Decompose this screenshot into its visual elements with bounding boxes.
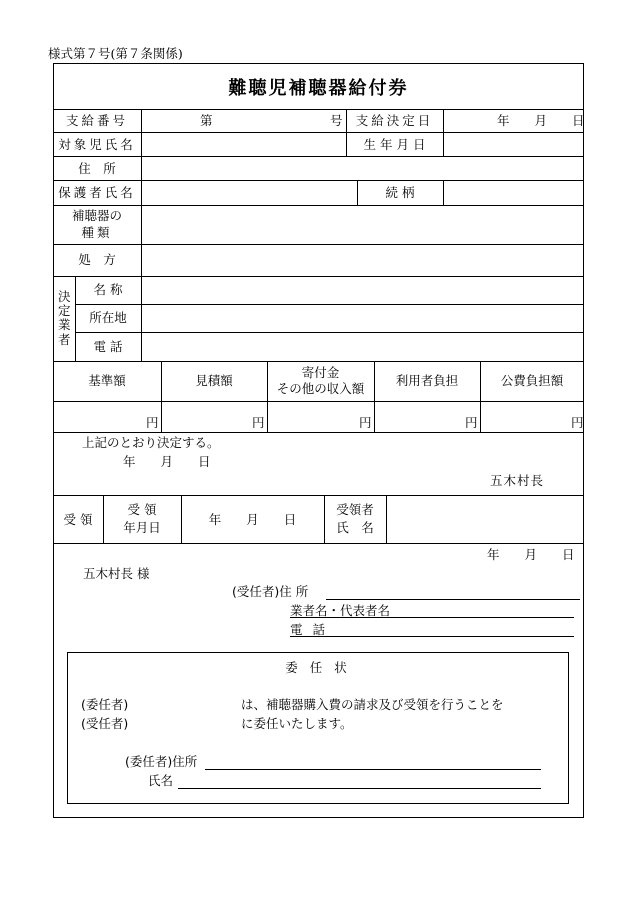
- birthdate-field[interactable]: [444, 133, 583, 155]
- delegation-date[interactable]: 年 月 日: [487, 547, 575, 562]
- proxy-text-line2: に委任いたします。: [241, 716, 353, 731]
- delegatee-address-line[interactable]: [326, 599, 580, 600]
- vendor-address-label: 所在地: [89, 310, 127, 325]
- user-burden-field[interactable]: [375, 402, 463, 431]
- receipt-date-field[interactable]: 年 月 日: [208, 512, 297, 527]
- relationship-label: 続 柄: [385, 185, 415, 200]
- donation-amount-unit: 円: [359, 415, 372, 430]
- device-type-label-2: 種類: [81, 225, 113, 240]
- decision-date-label: 支給決定日: [355, 113, 434, 128]
- public-burden-header: 公費負担額: [500, 373, 564, 388]
- receipt-date-label-1: 受 領: [127, 502, 157, 517]
- vendor-name-field[interactable]: [142, 277, 583, 303]
- receiver-label-1: 受領者: [336, 502, 374, 517]
- delegator-name-line[interactable]: [178, 788, 541, 789]
- estimate-amount-unit: 円: [252, 415, 265, 430]
- decision-date-field[interactable]: 年 月 日: [497, 113, 585, 128]
- decided-vendor-char-3: 業: [58, 317, 71, 332]
- proxy-title: 委 任 状: [285, 660, 351, 675]
- public-burden-field[interactable]: [481, 402, 569, 431]
- grant-number-field[interactable]: [215, 112, 325, 130]
- standard-amount-unit: 円: [146, 415, 159, 430]
- donation-header-1: 寄付金: [301, 365, 340, 380]
- receipt-date-label-2: 年月日: [123, 520, 161, 535]
- delegatee-phone-label: 電 話: [290, 622, 328, 637]
- decided-vendor-char-4: 者: [58, 332, 71, 347]
- standard-amount-header: 基準額: [88, 373, 126, 388]
- guardian-name-field[interactable]: [142, 181, 356, 204]
- standard-amount-field[interactable]: [54, 402, 142, 431]
- decision-statement: 上記のとおり決定する。: [82, 435, 220, 450]
- vendor-address-field[interactable]: [142, 305, 583, 331]
- vendor-phone-label: 電 話: [93, 339, 123, 354]
- addressee: 五木村長 様: [83, 566, 150, 581]
- company-name-label: 業者名・代表者名: [290, 603, 391, 618]
- decided-vendor-char-1: 決: [58, 289, 71, 304]
- grant-number-label: 支給番号: [65, 113, 128, 128]
- receiver-name-field[interactable]: [387, 496, 583, 542]
- relationship-field[interactable]: [444, 181, 583, 204]
- delegatee-label: (受任者): [81, 716, 129, 731]
- donation-amount-field[interactable]: [268, 402, 356, 431]
- delegator-label: (委任者): [81, 697, 129, 712]
- address-field[interactable]: [142, 157, 583, 179]
- delegator-address-label: (委任者)住所: [125, 754, 198, 769]
- delegatee-address-label: (受任者)住 所: [232, 584, 309, 599]
- user-burden-unit: 円: [465, 415, 478, 430]
- delegatee-phone-line[interactable]: [290, 636, 574, 637]
- grant-number-prefix: 第: [200, 113, 213, 128]
- receiver-label-2: 氏 名: [336, 520, 374, 535]
- form-reference: 様式第７号(第７条関係): [48, 46, 183, 61]
- user-burden-header: 利用者負担: [395, 373, 459, 388]
- address-label: 住 所: [78, 161, 116, 176]
- issuer-name: 五木村長: [490, 473, 545, 488]
- company-name-line[interactable]: [290, 617, 574, 618]
- prescription-label: 処 方: [78, 252, 116, 267]
- proxy-text-line1: は、補聴器購入費の請求及び受領を行うことを: [241, 697, 504, 712]
- donation-header-2: その他の収入額: [276, 381, 365, 396]
- delegator-name-label: 氏名: [148, 773, 174, 788]
- public-burden-unit: 円: [571, 415, 584, 430]
- grant-number-suffix: 号: [330, 113, 343, 128]
- receipt-label: 受 領: [63, 512, 93, 527]
- delegator-address-line[interactable]: [205, 769, 541, 770]
- vendor-name-label: 名 称: [93, 282, 123, 297]
- child-name-label: 対象児氏名: [58, 137, 136, 152]
- prescription-field[interactable]: [142, 245, 583, 275]
- device-type-field[interactable]: [142, 206, 583, 243]
- device-type-label-1: 補聴器の: [71, 208, 122, 223]
- vendor-phone-field[interactable]: [142, 333, 583, 360]
- guardian-name-label: 保護者氏名: [58, 185, 136, 200]
- birthdate-label: 生 年 月 日: [363, 137, 426, 152]
- estimate-amount-field[interactable]: [162, 402, 250, 431]
- decided-vendor-char-2: 定: [58, 303, 71, 318]
- estimate-amount-header: 見積額: [195, 373, 233, 388]
- decision-date[interactable]: 年 月 日: [123, 454, 211, 469]
- child-name-field[interactable]: [142, 133, 345, 155]
- form-title: 難聴児補聴器給付券: [228, 78, 409, 99]
